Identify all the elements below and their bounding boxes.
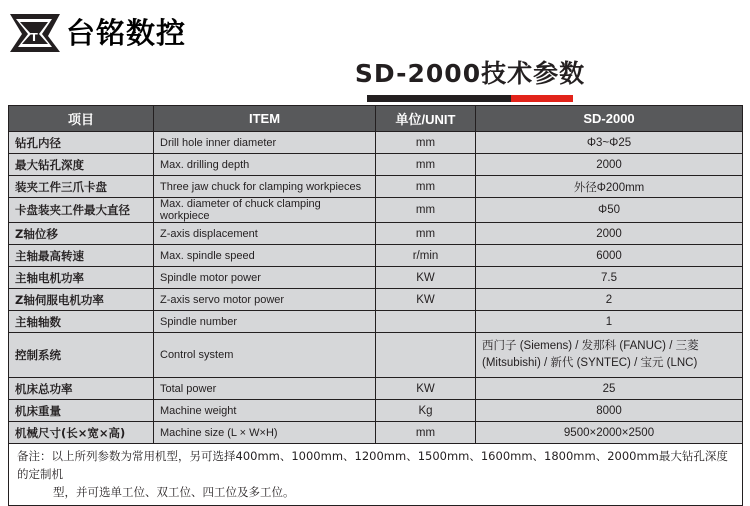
cell-item-en: Machine weight — [154, 400, 376, 422]
column-header-item: 项目 — [9, 106, 154, 132]
cell-item-en: Max. drilling depth — [154, 154, 376, 176]
title-block — [200, 10, 740, 102]
cell-item: 主轴电机功率 — [9, 267, 154, 289]
cell-item-en: Control system — [154, 333, 376, 378]
cell-item: Z轴伺服电机功率 — [9, 289, 154, 311]
cell-item: 装夹工件三爪卡盘 — [9, 176, 154, 198]
cell-unit: r/min — [376, 245, 476, 267]
cell-item-en: Spindle motor power — [154, 267, 376, 289]
cell-value: Φ3~Φ25 — [476, 132, 743, 154]
table-body — [9, 132, 743, 506]
cell-item-en: Max. diameter of chuck clamping workpiece — [154, 198, 376, 223]
table-row — [9, 198, 743, 223]
table-row — [9, 154, 743, 176]
cell-unit: mm — [376, 422, 476, 444]
brand-name-cn: 台铭数控 — [66, 15, 187, 50]
cell-item: 机床总功率 — [9, 378, 154, 400]
cell-item-en: Machine size (L × W×H) — [154, 422, 376, 444]
cell-item-en: Three jaw chuck for clamping workpieces — [154, 176, 376, 198]
table-row — [9, 333, 743, 378]
cell-item: Z轴位移 — [9, 223, 154, 245]
cell-unit: KW — [376, 267, 476, 289]
spec-table — [8, 105, 743, 506]
cell-unit: mm — [376, 132, 476, 154]
cell-item-en: Z-axis servo motor power — [154, 289, 376, 311]
cell-value: Φ50 — [476, 198, 743, 223]
table-header-row — [9, 106, 743, 132]
cell-value: 2 — [476, 289, 743, 311]
cell-value: 8000 — [476, 400, 743, 422]
title-underline-dark — [367, 95, 511, 102]
teamy-logo-icon — [8, 10, 62, 56]
cell-unit: mm — [376, 154, 476, 176]
cell-unit: mm — [376, 176, 476, 198]
cell-unit: Kg — [376, 400, 476, 422]
table-row — [9, 267, 743, 289]
cell-item-en: Drill hole inner diameter — [154, 132, 376, 154]
table-row — [9, 245, 743, 267]
table-row — [9, 400, 743, 422]
cell-value: 1 — [476, 311, 743, 333]
cell-item: 最大钻孔深度 — [9, 154, 154, 176]
cell-item: 主轴轴数 — [9, 311, 154, 333]
cell-item-en: Max. spindle speed — [154, 245, 376, 267]
cell-value: 6000 — [476, 245, 743, 267]
column-header-model: SD-2000 — [476, 106, 743, 132]
cell-unit — [376, 333, 476, 378]
table-note-line-1: 备注：以上所列参数为常用机型，另可选择400mm、1000mm、1200mm、1500mm、1600mm、1800mm、2000mm最大钻孔深度的定制机 — [17, 449, 728, 481]
cell-value: 9500×2000×2500 — [476, 422, 743, 444]
title-underline-red — [511, 95, 573, 102]
cell-unit: KW — [376, 289, 476, 311]
cell-item: 主轴最高转速 — [9, 245, 154, 267]
column-header-unit: 单位/UNIT — [376, 106, 476, 132]
table-row — [9, 422, 743, 444]
table-row — [9, 311, 743, 333]
svg-text:T: T — [30, 31, 38, 44]
cell-item: 机床重量 — [9, 400, 154, 422]
table-row — [9, 378, 743, 400]
cell-value: 2000 — [476, 223, 743, 245]
cell-unit: KW — [376, 378, 476, 400]
cell-item: 控制系统 — [9, 333, 154, 378]
cell-value: 外径Φ200mm — [476, 176, 743, 198]
table-row — [9, 176, 743, 198]
cell-unit — [376, 311, 476, 333]
column-header-item-en: ITEM — [154, 106, 376, 132]
table-row — [9, 223, 743, 245]
table-note-line-2: 型，并可选单工位、双工位、四工位及多工位。 — [53, 484, 295, 499]
cell-item-en: Z-axis displacement — [154, 223, 376, 245]
table-note-row — [9, 444, 743, 506]
cell-item-en: Total power — [154, 378, 376, 400]
cell-item: 钻孔内径 — [9, 132, 154, 154]
brand-logo — [8, 8, 198, 58]
cell-value: 25 — [476, 378, 743, 400]
table-row — [9, 132, 743, 154]
table-row — [9, 289, 743, 311]
cell-unit: mm — [376, 223, 476, 245]
cell-value: 2000 — [476, 154, 743, 176]
page-title: SD-2000技术参数 — [354, 59, 586, 88]
cell-item-en: Spindle number — [154, 311, 376, 333]
cell-unit: mm — [376, 198, 476, 223]
cell-item: 卡盘装夹工件最大直径 — [9, 198, 154, 223]
cell-value: 7.5 — [476, 267, 743, 289]
table-note — [9, 444, 743, 506]
cell-value: 西门子 (Siemens) / 发那科 (FANUC) / 三菱 (Mitsubishi) / 新代 (SYNTEC) / 宝元 (LNC) — [476, 333, 743, 378]
cell-item: 机械尺寸(长×宽×高) — [9, 422, 154, 444]
title-underline — [367, 95, 573, 102]
